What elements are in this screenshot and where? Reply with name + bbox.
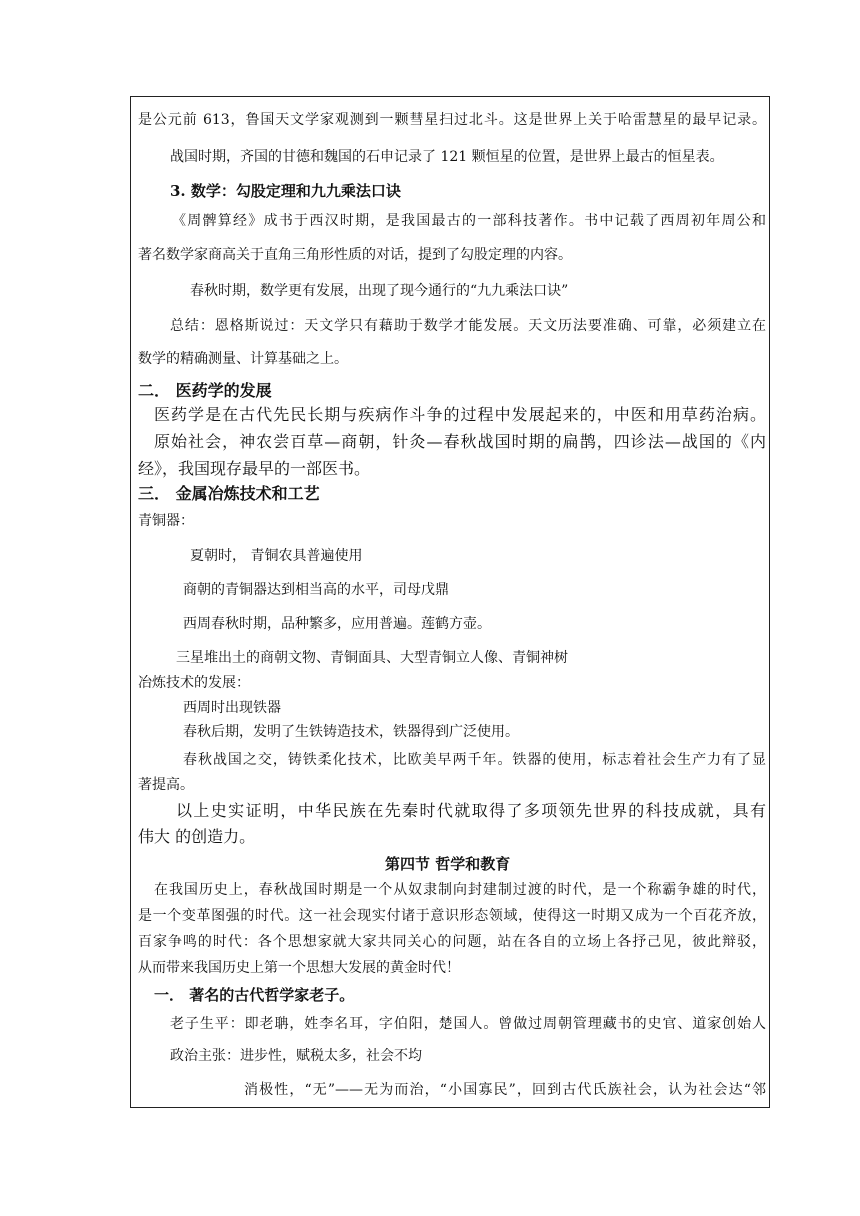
text-line: 三星堆出土的商朝文物、青铜面具、大型青铜立人像、青铜神树: [176, 650, 568, 666]
text-line: 是公元前 613，鲁国天文学家观测到一颗彗星扫过北斗。这是世界上关于哈雷慧星的最早记录。: [138, 112, 766, 128]
section-heading-metallurgy: 三． 金属冶炼技术和工艺: [138, 484, 320, 503]
text-line: 以上史实证明，中华民族在先秦时代就取得了多项领先世界的科技成就，具有: [176, 801, 766, 820]
text-line: 总结：恩格斯说过：天文学只有藉助于数学才能发展。天文历法要准确、可靠，必须建立在: [170, 318, 766, 334]
chapter-title: 第四节 哲学和教育: [385, 855, 511, 873]
text-line: 《周髀算经》成书于西汉时期，是我国最古的一部科技著作。书中记载了西周初年周公和: [172, 213, 766, 229]
text-line: 商朝的青铜器达到相当高的水平，司母戊鼎: [183, 582, 449, 598]
text-line: 西周春秋时期，品种繁多，应用普遍。莲鹤方壶。: [183, 616, 491, 632]
text-line: 战国时期，齐国的甘德和魏国的石申记录了 121 颗恒星的位置，是世界上最古的恒星表。: [170, 149, 724, 165]
text-line: 春秋战国之交，铸铁柔化技术，比欧美早两千年。铁器的使用，标志着社会生产力有了显: [183, 752, 766, 768]
text-line: 政治主张：进步性，赋税太多，社会不均: [170, 1048, 422, 1064]
text-line: 经》，我国现存最早的一部医书。: [138, 459, 371, 478]
text-line: 西周时出现铁器: [183, 700, 281, 716]
text-line: 是一个变革图强的时代。这一社会现实付诸于意识形态领域，使得这一时期又成为一个百花齐放，: [138, 908, 766, 924]
text-line: 医药学是在古代先民长期与疾病作斗争的过程中发展起来的，中医和用草药治病。: [154, 405, 766, 424]
text-line: 从而带来我国历史上第一个思想大发展的黄金时代！: [138, 960, 460, 976]
text-line: 伟大 的创造力。: [138, 827, 256, 846]
text-line: 春秋时期，数学更有发展，出现了现今通行的“九九乘法口诀”: [190, 283, 569, 299]
text-line: 老子生平：即老聃，姓李名耳，字伯阳，楚国人。曾做过周朝管理藏书的史官、道家创始人: [170, 1016, 766, 1032]
text-line: 著提高。: [138, 777, 194, 793]
section-heading-laozi: 一． 著名的古代哲学家老子。: [154, 986, 355, 1004]
section-heading-medicine: 二． 医药学的发展: [138, 381, 272, 400]
text-line: 原始社会，神农尝百草—商朝，针灸—春秋战国时期的扁鹊，四诊法—战国的《内: [154, 432, 766, 451]
text-line: 冶炼技术的发展：: [138, 675, 250, 691]
text-line: 青铜器：: [138, 513, 194, 529]
text-line: 消极性，“无”——无为而治，“小国寡民”，回到古代氏族社会，认为社会达“邻: [244, 1082, 766, 1098]
text-line: 数学的精确测量、计算基础之上。: [138, 351, 348, 367]
text-line: 夏朝时， 青铜农具普遍使用: [190, 548, 363, 564]
text-line: 在我国历史上，春秋战国时期是一个从奴隶制向封建制过渡的时代，是一个称霸争雄的时代，: [154, 882, 766, 898]
text-line: 著名数学家商高关于直角三角形性质的对话，提到了勾股定理的内容。: [138, 247, 572, 263]
text-line: 百家争鸣的时代：各个思想家就大家共同关心的问题，站在各自的立场上各抒己见，彼此辩驳，: [138, 934, 766, 950]
text-line: 春秋后期，发明了生铁铸造技术，铁器得到广泛使用。: [183, 724, 519, 740]
section-heading-math: 3. 数学：勾股定理和九九乘法口诀: [170, 182, 401, 200]
